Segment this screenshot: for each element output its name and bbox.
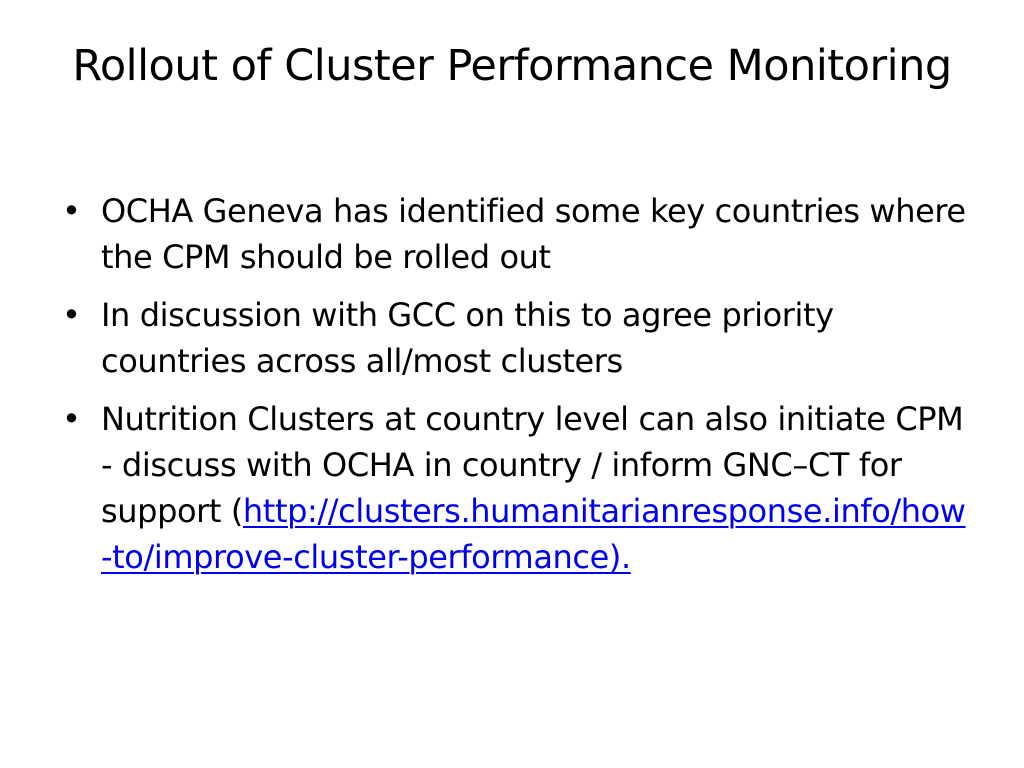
bullet-text: In discussion with GCC on this to agree priority countries across all/most clusters bbox=[101, 296, 834, 380]
bullet-text: Nutrition Clusters at country level can also initiate CPM - discuss with OCHA in country / inform GNC–CT for support ( bbox=[101, 400, 964, 530]
bullet-marker: • bbox=[62, 296, 81, 334]
bullet-item-3 bbox=[60, 396, 970, 580]
bullet-marker: • bbox=[62, 400, 81, 438]
bullet-item-2 bbox=[60, 292, 970, 384]
slide-title: Rollout of Cluster Performance Monitoring bbox=[72, 41, 952, 91]
bullet-marker: • bbox=[62, 192, 81, 230]
bullet-list bbox=[60, 188, 970, 592]
bullet-item-1 bbox=[60, 188, 970, 280]
cluster-performance-link[interactable]: http://clusters.humanitarianresponse.info/how-to/improve-cluster-performance). bbox=[101, 492, 966, 576]
bullet-text: OCHA Geneva has identified some key countries where the CPM should be rolled out bbox=[101, 192, 966, 276]
